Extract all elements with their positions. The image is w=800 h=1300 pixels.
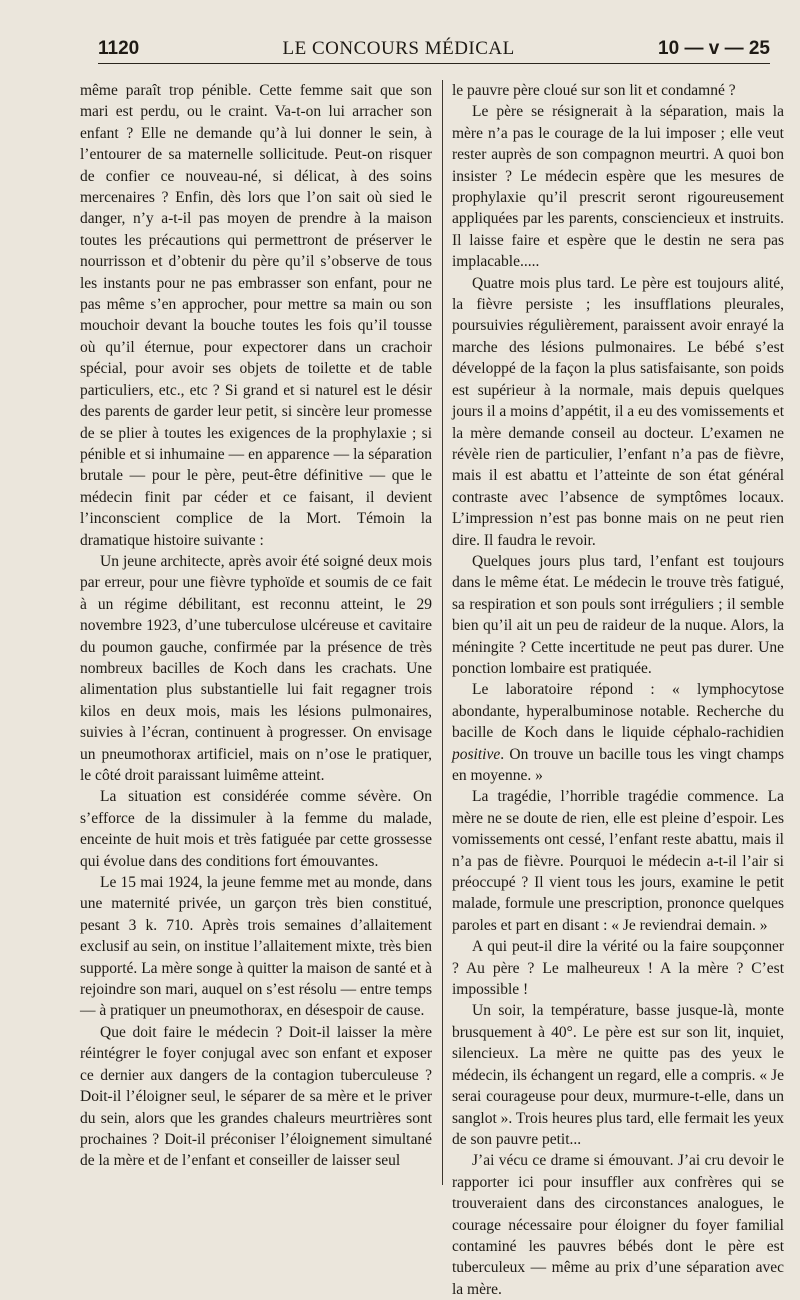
paragraph: Un jeune architecte, après avoir été soigné deux mois par erreur, pour une fièvre typhoïde et soumis de ce fait à un régime débilitant, est reconnu atteint, le 29 novembre 1923, d’une tuberculose ulcéreuse et cavitaire du poumon gauche, confirmée par la présence de très nombreux bacilles de Koch dans les crachats. Une alimentation plus substantielle lui fait regagner trois kilos en deux mois, mais les lésions pulmonaires, suivies à l’écran, continuent à progresser. On envisage un pneumothorax artificiel, mais on n’ose le pratiquer, le côté droit paraissant luimême atteint. [80,552,432,784]
paragraph: le pauvre père cloué sur son lit et condamné ? [452,82,736,99]
paragraph: Un soir, la température, basse jusque-là, monte brusquement à 40°. Le père est sur son lit, inquiet, silencieux. La mère ne quitte pas des yeux le médecin, ils échangent un regard, elle a compris. « Je serai courageuse pour deux, murmure-t-elle, dans un sanglot ». Trois heures plus tard, elle fermait les yeux de son pauvre petit... [452,1002,784,1148]
left-column [80,80,432,1172]
paragraph: La tragédie, l’horrible tragédie commence. La mère ne se doute de rien, elle est pleine d’espoir. Les vomissements ont cessé, l’enfant reste abattu, mais il n’a pas de fièvre. Pourquoi le médecin a-t-il l’air si préoccupé ? Il vient tous les jours, examine le petit malade, formule une prescription, prononce quelques paroles et part en disant : « Je reviendrai demain. » [452,788,784,934]
issue-date: 10 — v — 25 [658,38,770,59]
paragraph-lab-result [452,679,784,786]
right-column [452,80,784,1300]
paragraph: Le père se résignerait à la séparation, mais la mère n’a pas le courage de la lui imposer ; elle veut rester auprès de son compagnon meurtri. A quoi bon insister ? Le médecin espère que les mesures de prophylaxie qu’il prescrit seront rigoureusement appliquées par les parents, consciencieux et instruits. Il laisse faire et espère que le destin ne sera pas implacable..... [452,103,784,271]
paragraph: Le 15 mai 1924, la jeune femme met au monde, dans une maternité privée, un garçon très bien constitué, pesant 3 k. 710. Après trois semaines d’allaitement exclusif au sein, on institue l’allaitement mixte, très bien supporté. La mère songe à quitter la maison de santé et à rejoindre son mari, auquel on s’est résolu — entre temps — à pratiquer un pneumothorax, en désespoir de cause. [80,874,432,1020]
journal-title: LE CONCOURS MÉDICAL [282,38,515,59]
paragraph: J’ai vécu ce drame si émouvant. J’ai cru devoir le rapporter ici pour insuffler aux confrères qui se trouveraient dans des circonstances analogues, le courage nécessaire pour éloigner du foyer familial contaminé les pauvres bébés dont le père est tuberculeux — même au prix d’une séparation avec la mère. [452,1152,784,1298]
emphasis-positive: positive [452,745,501,763]
paragraph: Quelques jours plus tard, l’enfant est toujours dans le même état. Le médecin le trouve très fatigué, sa respiration et son pouls sont irréguliers ; il semble bien qu’il ait un peu de raideur de la nuque. Alors, la méningite ? Cette incertitude ne peut pas durer. Une ponction lombaire est pratiquée. [452,552,784,677]
lab-text-end: . On trouve un bacille tous les vingt champs en moyenne. » [452,745,784,784]
page-number: 1120 [98,38,140,59]
paragraph: Que doit faire le médecin ? Doit-il laisser la mère réintégrer le foyer conjugal avec son enfant et exposer ce dernier aux dangers de la contagion tuberculeuse ? Doit-il l’éloigner seul, le séparer de sa mère et le priver du sein, alors que les grandes chaleurs meurtrières sont prochaines ? Doit-il préconiser l’éloignement simultané de la mère et de l’enfant et conseiller de laisser seul [80,1023,432,1170]
paragraph: La situation est considérée comme sévère. On s’efforce de la dissimuler à la femme du malade, enceinte de huit mois et très fatiguée par cette grossesse qui évolue dans des conditions fort émouvantes. [80,788,432,870]
page-header [98,34,770,64]
paragraph: A qui peut-il dire la vérité ou la faire soupçonner ? Au père ? Le malheureux ! A la mère ? C’est impossible ! [452,938,784,999]
paragraph: même paraît trop pénible. Cette femme sait que son mari est perdu, ou le craint. Va-t-on lui arracher son enfant ? Elle ne demande qu’à lui donner le sein, à l’entourer de sa maternelle sollicitude. Peut-on risquer de confier ce nouveau-né, si délicat, à des soins mercenaires ? Enfin, dès lors que l’on sait où sied le danger, n’y a-t-il pas moyen de prendre à la maison toutes les précautions qui permettront de préserver le nourrisson et d’obtenir du père qu’il s’observe de tous les instants pour ne pas embrasser son enfant, pour ne pas même s’en approcher, pour mettre sa main ou son mouchoir devant la bouche toutes les fois qu’il tousse où qu’il éternue, pour expectorer dans un crachoir spécial, pour avoir ses objets de toilette et de table particuliers, etc., etc ? Si grand et si naturel est le désir des parents de garder leur petit, si sincère leur promesse de se plier à toutes les exigences de la prophylaxie ; si pénible et si inhumaine — en apparence — la séparation brutale — pour le père, peut-être définitive — que le médecin finit par céder et ce faisant, il devient l’inconscient complice de la Mort. Témoin la dramatique histoire suivante : [80,82,432,549]
paragraph: Quatre mois plus tard. Le père est toujours alité, la fièvre persiste ; les insufflations pleurales, poursuivies régulièrement, paraissent avoir enrayé la marche des lésions pulmonaires. Le bébé s’est développé de la façon la plus satisfaisante, son poids est supérieur à la normale, mais depuis quelques jours il a moins d’appétit, il a eu des vomissements et la mère demande conseil au docteur. L’examen ne révèle rien de particulier, l’enfant n’a pas de fièvre, mais il est abattu et l’atteinte de son état général contraste avec l’absence de symptômes locaux. L’impression n’est pas bonne mais on ne peut rien dire. Il faudra le revoir. [452,274,784,549]
lab-text-start: Le laboratoire répond : « lymphocytose abondante, hyperalbuminose notable. Recherche du bacille de Koch dans le liquide céphalo-rachidien [452,681,784,742]
column-divider [442,80,443,1185]
